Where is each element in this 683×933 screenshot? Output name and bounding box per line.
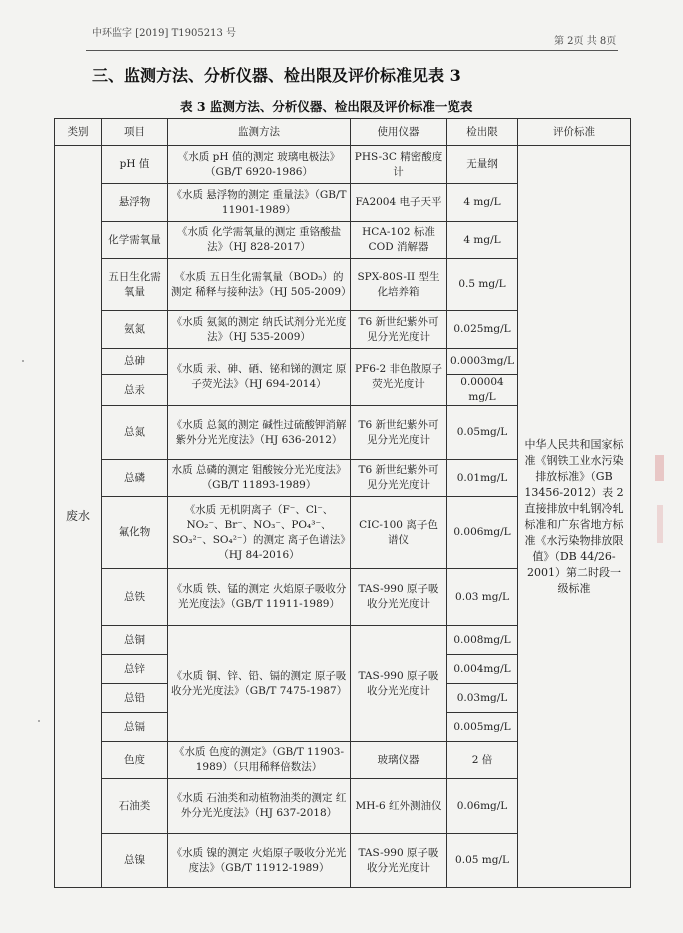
scan-speck (38, 720, 40, 722)
method-cell: 《水质 色度的测定》（GB/T 11903-1989）（只用稀释倍数法） (168, 742, 351, 779)
seal-stamp-fragment (657, 505, 663, 543)
limit-cell: 0.05 mg/L (447, 834, 518, 888)
category-cell: 废水 (55, 146, 102, 888)
limit-cell: 0.004mg/L (447, 655, 518, 684)
table-row (55, 146, 631, 184)
instrument-cell: PF6-2 非色散原子荧光光度计 (351, 349, 447, 406)
instrument-cell: SPX-80S-II 型生化培养箱 (351, 259, 447, 311)
table-title: 表 3 监测方法、分析仪器、检出限及评价标准一览表 (180, 99, 473, 114)
method-cell: 《水质 化学需氧量的测定 重铬酸盐法》（HJ 828-2017） (168, 222, 351, 259)
col-header-method: 监测方法 (168, 119, 351, 146)
limit-cell: 0.006mg/L (447, 497, 518, 569)
instrument-cell: TAS-990 原子吸收分光光度计 (351, 626, 447, 742)
item-cell: 总汞 (102, 375, 168, 406)
method-cell: 《水质 镍的测定 火焰原子吸收分光光度法》（GB/T 11912-1989） (168, 834, 351, 888)
method-cell: 《水质 五日生化需氧量（BOD₅）的测定 稀释与接种法》（HJ 505-2009） (168, 259, 351, 311)
item-cell: 氨氮 (102, 311, 168, 349)
scan-speck (22, 360, 24, 362)
method-cell: 《水质 铁、锰的测定 火焰原子吸收分光光度法》（GB/T 11911-1989） (168, 569, 351, 626)
limit-cell: 0.06mg/L (447, 779, 518, 834)
instrument-cell: MH-6 红外测油仪 (351, 779, 447, 834)
item-cell: 色度 (102, 742, 168, 779)
limit-cell: 0.03mg/L (447, 684, 518, 713)
limit-cell: 4 mg/L (447, 222, 518, 259)
col-header-category: 类别 (55, 119, 102, 146)
item-cell: pH 值 (102, 146, 168, 184)
item-cell: 石油类 (102, 779, 168, 834)
instrument-cell: T6 新世纪紫外可见分光光度计 (351, 460, 447, 497)
limit-cell: 0.025mg/L (447, 311, 518, 349)
item-cell: 总镉 (102, 713, 168, 742)
limit-cell: 0.008mg/L (447, 626, 518, 655)
method-cell: 《水质 悬浮物的测定 重量法》（GB/T 11901-1989） (168, 184, 351, 222)
limit-cell: 2 倍 (447, 742, 518, 779)
limit-cell: 0.00004 mg/L (447, 375, 518, 406)
col-header-instrument: 使用仪器 (351, 119, 447, 146)
method-cell: 《水质 总氮的测定 碱性过硫酸钾消解紫外分光光度法》（HJ 636-2012） (168, 406, 351, 460)
item-cell: 总镍 (102, 834, 168, 888)
instrument-cell: TAS-990 原子吸收分光光度计 (351, 834, 447, 888)
section-title: 三、监测方法、分析仪器、检出限及评价标准见表 3 (92, 66, 461, 85)
limit-cell: 无量纲 (447, 146, 518, 184)
method-cell: 《水质 无机阴离子（F⁻、Cl⁻、NO₂⁻、Br⁻、NO₃⁻、PO₄³⁻、SO₃²⁻、SO₄²⁻）的测定 离子色谱法》（HJ 84-2016） (168, 497, 351, 569)
item-cell: 五日生化需氧量 (102, 259, 168, 311)
header-report-number: 中环监字 [2019] T1905213 号 (92, 28, 236, 39)
instrument-cell: CIC-100 离子色谱仪 (351, 497, 447, 569)
item-cell: 化学需氧量 (102, 222, 168, 259)
limit-cell: 0.03 mg/L (447, 569, 518, 626)
item-cell: 总铜 (102, 626, 168, 655)
instrument-cell: 玻璃仪器 (351, 742, 447, 779)
limit-cell: 0.05mg/L (447, 406, 518, 460)
limit-cell: 0.0003mg/L (447, 349, 518, 375)
col-header-item: 项目 (102, 119, 168, 146)
limit-cell: 4 mg/L (447, 184, 518, 222)
method-cell: 《水质 铜、锌、铅、镉的测定 原子吸收分光光度法》（GB/T 7475-1987） (168, 626, 351, 742)
item-cell: 悬浮物 (102, 184, 168, 222)
item-cell: 总铁 (102, 569, 168, 626)
item-cell: 总氮 (102, 406, 168, 460)
limit-cell: 0.01mg/L (447, 460, 518, 497)
limit-cell: 0.005mg/L (447, 713, 518, 742)
method-cell: 水质 总磷的测定 钼酸铵分光光度法》（GB/T 11893-1989） (168, 460, 351, 497)
method-cell: 《水质 石油类和动植物油类的测定 红外分光光度法》（HJ 637-2018） (168, 779, 351, 834)
item-cell: 总锌 (102, 655, 168, 684)
instrument-cell: T6 新世纪紫外可见分光光度计 (351, 406, 447, 460)
table-header-row (55, 119, 631, 146)
evaluation-standard-cell: 中华人民共和国家标准《钢铁工业水污染排放标准》（GB 13456-2012）表 2 直接排放中轧钢冷轧标准和广东省地方标准《水污染物排放限值》（DB 44/26-2001）第二时段一级标准 (518, 146, 631, 888)
method-cell: 《水质 氨氮的测定 纳氏试剂分光光度法》（HJ 535-2009） (168, 311, 351, 349)
instrument-cell: T6 新世纪紫外可见分光光度计 (351, 311, 447, 349)
header-page-number: 第 2页 共 8页 (554, 36, 617, 47)
col-header-standard: 评价标准 (518, 119, 631, 146)
method-cell: 《水质 pH 值的测定 玻璃电极法》（GB/T 6920-1986） (168, 146, 351, 184)
limit-cell: 0.5 mg/L (447, 259, 518, 311)
item-cell: 氟化物 (102, 497, 168, 569)
method-cell: 《水质 汞、砷、硒、铋和锑的测定 原子荧光法》（HJ 694-2014） (168, 349, 351, 406)
item-cell: 总砷 (102, 349, 168, 375)
instrument-cell: HCA-102 标准COD 消解器 (351, 222, 447, 259)
seal-stamp-fragment (655, 455, 664, 481)
item-cell: 总磷 (102, 460, 168, 497)
col-header-limit: 检出限 (447, 119, 518, 146)
instrument-cell: PHS-3C 精密酸度计 (351, 146, 447, 184)
instrument-cell: FA2004 电子天平 (351, 184, 447, 222)
item-cell: 总铅 (102, 684, 168, 713)
instrument-cell: TAS-990 原子吸收分光光度计 (351, 569, 447, 626)
monitoring-methods-table (54, 118, 631, 888)
header-divider (86, 50, 618, 51)
